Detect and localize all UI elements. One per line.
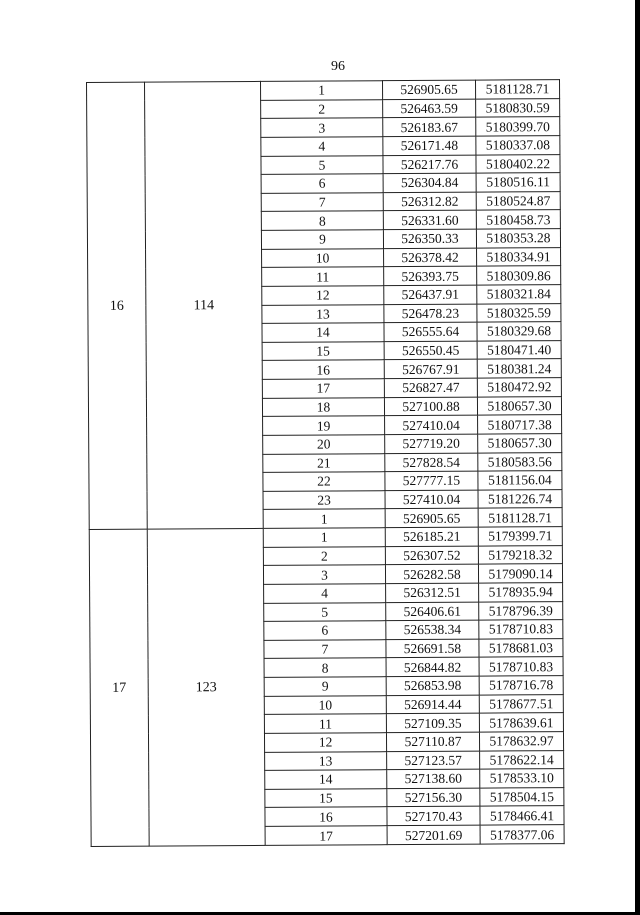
x-coordinate-cell: 527777.15 — [385, 471, 478, 490]
point-number-cell: 11 — [264, 714, 386, 733]
y-coordinate-cell: 5180524.87 — [476, 191, 560, 210]
x-coordinate-cell: 526406.61 — [386, 602, 479, 621]
y-coordinate-cell: 5180657.30 — [477, 396, 561, 415]
point-number-cell: 1 — [263, 509, 385, 528]
scan-right-edge — [635, 0, 640, 915]
y-coordinate-cell: 5180399.70 — [476, 117, 560, 136]
point-number-cell: 16 — [262, 360, 384, 379]
group-index-cell: 17 — [89, 529, 149, 846]
x-coordinate-cell: 526463.59 — [383, 99, 476, 118]
point-number-cell: 7 — [264, 639, 386, 658]
x-coordinate-cell: 527156.30 — [387, 788, 480, 807]
point-number-cell: 10 — [264, 695, 386, 714]
y-coordinate-cell: 5179090.14 — [478, 564, 562, 583]
y-coordinate-cell: 5180657.30 — [478, 433, 562, 452]
point-number-cell: 1 — [263, 528, 385, 547]
y-coordinate-cell: 5181226.74 — [478, 489, 562, 508]
point-number-cell: 15 — [262, 341, 384, 360]
page-number: 96 — [331, 59, 345, 74]
y-coordinate-cell: 5180472.92 — [477, 378, 561, 397]
y-coordinate-cell: 5180402.22 — [476, 154, 560, 173]
y-coordinate-cell: 5180516.11 — [476, 173, 560, 192]
point-number-cell: 8 — [264, 658, 386, 677]
point-number-cell: 21 — [263, 453, 385, 472]
point-number-cell: 16 — [265, 807, 387, 826]
point-number-cell: 12 — [262, 286, 384, 305]
x-coordinate-cell: 527719.20 — [385, 434, 478, 453]
x-coordinate-cell: 526691.58 — [386, 639, 479, 658]
x-coordinate-cell: 527410.04 — [385, 490, 478, 509]
point-number-cell: 12 — [264, 733, 386, 752]
y-coordinate-cell: 5180717.38 — [478, 415, 562, 434]
y-coordinate-cell: 5178935.94 — [479, 582, 563, 601]
x-coordinate-cell: 527109.35 — [386, 713, 479, 732]
y-coordinate-cell: 5180458.73 — [476, 210, 560, 229]
x-coordinate-cell: 526853.98 — [386, 676, 479, 695]
point-number-cell: 4 — [264, 584, 386, 603]
point-number-cell: 15 — [265, 788, 387, 807]
point-number-cell: 2 — [263, 546, 385, 565]
group-number-cell: 114 — [145, 81, 264, 529]
x-coordinate-cell: 526437.91 — [384, 285, 477, 304]
y-coordinate-cell: 5178632.97 — [479, 731, 563, 750]
point-number-cell: 9 — [261, 230, 383, 249]
x-coordinate-cell: 526282.58 — [385, 564, 478, 583]
y-coordinate-cell: 5180353.28 — [476, 229, 560, 248]
y-coordinate-cell: 5178377.06 — [480, 825, 564, 845]
y-coordinate-cell: 5181128.71 — [475, 80, 559, 99]
point-number-cell: 6 — [261, 174, 383, 193]
point-number-cell: 9 — [264, 677, 386, 696]
point-number-cell: 13 — [262, 304, 384, 323]
group-number-cell: 123 — [147, 528, 265, 846]
point-number-cell: 7 — [261, 192, 383, 211]
y-coordinate-cell: 5178639.61 — [479, 713, 563, 732]
y-coordinate-cell: 5180329.68 — [477, 322, 561, 341]
point-number-cell: 20 — [263, 435, 385, 454]
x-coordinate-cell: 526307.52 — [385, 546, 478, 565]
x-coordinate-cell: 527100.88 — [384, 397, 477, 416]
y-coordinate-cell: 5178466.41 — [480, 806, 564, 825]
y-coordinate-cell: 5178796.39 — [479, 601, 563, 620]
y-coordinate-cell: 5181156.04 — [478, 471, 562, 490]
x-coordinate-cell: 526905.65 — [385, 508, 478, 527]
y-coordinate-cell: 5179218.32 — [478, 545, 562, 564]
group-index-cell: 16 — [87, 82, 148, 529]
y-coordinate-cell: 5178681.03 — [479, 638, 563, 657]
x-coordinate-cell: 526304.84 — [383, 173, 476, 192]
x-coordinate-cell: 526350.33 — [383, 229, 476, 248]
point-number-cell: 13 — [265, 751, 387, 770]
y-coordinate-cell: 5180381.24 — [477, 359, 561, 378]
x-coordinate-cell: 526905.65 — [382, 80, 475, 99]
x-coordinate-cell: 527170.43 — [387, 806, 480, 825]
x-coordinate-cell: 527123.57 — [387, 751, 480, 770]
y-coordinate-cell: 5178716.78 — [479, 676, 563, 695]
point-number-cell: 23 — [263, 490, 385, 509]
x-coordinate-cell: 526185.21 — [385, 527, 478, 546]
point-number-cell: 2 — [261, 99, 383, 118]
y-coordinate-cell: 5180471.40 — [477, 340, 561, 359]
x-coordinate-cell: 526331.60 — [383, 210, 476, 229]
x-coordinate-cell: 526914.44 — [386, 695, 479, 714]
y-coordinate-cell: 5180325.59 — [477, 303, 561, 322]
y-coordinate-cell: 5179399.71 — [478, 527, 562, 546]
x-coordinate-cell: 526183.67 — [383, 117, 476, 136]
point-number-cell: 14 — [262, 323, 384, 342]
point-number-cell: 10 — [262, 248, 384, 267]
x-coordinate-cell: 527138.60 — [387, 769, 480, 788]
y-coordinate-cell: 5180830.59 — [476, 98, 560, 117]
point-number-cell: 5 — [261, 155, 383, 174]
y-coordinate-cell: 5180321.84 — [477, 284, 561, 303]
point-number-cell: 14 — [265, 770, 387, 789]
point-number-cell: 3 — [261, 118, 383, 137]
y-coordinate-cell: 5180334.91 — [477, 247, 561, 266]
y-coordinate-cell: 5178677.51 — [479, 694, 563, 713]
point-number-cell: 18 — [262, 397, 384, 416]
x-coordinate-cell: 527828.54 — [385, 453, 478, 472]
x-coordinate-cell: 526312.82 — [383, 192, 476, 211]
y-coordinate-cell: 5178622.14 — [480, 750, 564, 769]
y-coordinate-cell: 5180309.86 — [477, 266, 561, 285]
y-coordinate-cell: 5180583.56 — [478, 452, 562, 471]
x-coordinate-cell: 526393.75 — [384, 266, 477, 285]
point-number-cell: 17 — [262, 379, 384, 398]
y-coordinate-cell: 5181128.71 — [478, 508, 562, 527]
x-coordinate-cell: 526550.45 — [384, 341, 477, 360]
coordinates-table — [86, 79, 565, 847]
x-coordinate-cell: 526217.76 — [383, 155, 476, 174]
y-coordinate-cell: 5178533.10 — [480, 769, 564, 788]
x-coordinate-cell: 526312.51 — [386, 583, 479, 602]
x-coordinate-cell: 527201.69 — [387, 825, 480, 845]
point-number-cell: 8 — [261, 211, 383, 230]
x-coordinate-cell: 527110.87 — [386, 732, 479, 751]
y-coordinate-cell: 5178710.83 — [479, 657, 563, 676]
x-coordinate-cell: 527410.04 — [385, 415, 478, 434]
x-coordinate-cell: 526555.64 — [384, 322, 477, 341]
point-number-cell: 1 — [260, 81, 382, 100]
point-number-cell: 22 — [263, 472, 385, 491]
point-number-cell: 6 — [264, 621, 386, 640]
point-number-cell: 11 — [262, 267, 384, 286]
y-coordinate-cell: 5180337.08 — [476, 135, 560, 154]
x-coordinate-cell: 526767.91 — [384, 359, 477, 378]
point-number-cell: 4 — [261, 137, 383, 156]
x-coordinate-cell: 526844.82 — [386, 657, 479, 676]
point-number-cell: 19 — [263, 416, 385, 435]
x-coordinate-cell: 526478.23 — [384, 304, 477, 323]
coordinates-table-body — [87, 80, 565, 847]
y-coordinate-cell: 5178504.15 — [480, 787, 564, 806]
x-coordinate-cell: 526171.48 — [383, 136, 476, 155]
x-coordinate-cell: 526538.34 — [386, 620, 479, 639]
point-number-cell: 3 — [263, 565, 385, 584]
point-number-cell: 17 — [265, 826, 387, 846]
point-number-cell: 5 — [264, 602, 386, 621]
x-coordinate-cell: 526378.42 — [384, 248, 477, 267]
y-coordinate-cell: 5178710.83 — [479, 620, 563, 639]
x-coordinate-cell: 526827.47 — [384, 378, 477, 397]
